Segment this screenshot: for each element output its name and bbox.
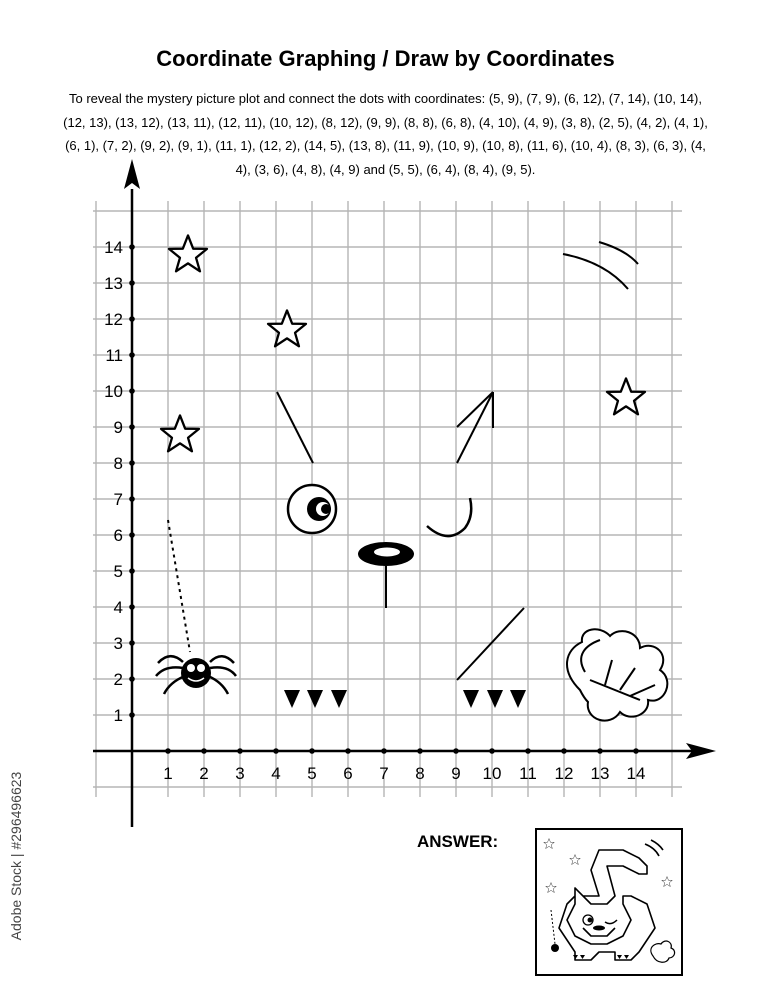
y-tick-label: 2 [113,670,123,689]
x-tick-label: 11 [519,764,537,783]
x-tick-label: 1 [163,764,173,783]
y-tick-label: 14 [104,238,123,257]
x-tick-label: 7 [379,764,389,783]
x-tick-label: 5 [307,764,317,783]
x-tick-label: 4 [271,764,281,783]
y-tick-label: 5 [113,562,123,581]
page-title: Coordinate Graphing / Draw by Coordinates [156,46,615,71]
x-tick-label: 10 [482,764,502,783]
y-tick-dot [129,712,135,718]
y-tick-label: 6 [113,526,123,545]
y-tick-dot [129,316,135,322]
y-tick-dot [129,244,135,250]
x-tick-label: 3 [235,764,245,783]
y-tick-label: 12 [104,310,123,329]
x-tick-dot [381,748,387,754]
y-tick-label: 9 [113,418,123,437]
y-tick-labels [104,238,135,725]
x-tick-dot [633,748,639,754]
x-tick-label: 9 [451,764,461,783]
x-tick-label: 2 [199,764,209,783]
y-tick-dot [129,352,135,358]
x-tick-dot [417,748,423,754]
answer-label: ANSWER: [417,832,499,851]
y-tick-label: 4 [113,598,123,617]
y-tick-dot [129,676,135,682]
y-tick-dot [129,424,135,430]
y-tick-label: 1 [113,706,123,725]
x-tick-label: 12 [554,764,574,783]
x-tick-label: 6 [343,764,353,783]
star-icon [169,235,207,271]
star-icon [161,415,199,451]
x-tick-dot [237,748,243,754]
leg-hint-line [457,608,524,680]
y-tick-dot [129,640,135,646]
nose-icon [358,542,414,608]
y-tick-label: 7 [113,490,123,509]
wink-eye-icon [427,498,471,536]
x-tick-dot [561,748,567,754]
x-tick-dot [201,748,207,754]
x-tick-dot [345,748,351,754]
watermark-text: Adobe Stock | #296496623 [8,771,24,941]
x-tick-dot [165,748,171,754]
x-tick-label: 14 [626,764,646,783]
star-icon [607,378,645,414]
y-tick-dot [129,532,135,538]
answer-box [535,828,683,976]
y-axis-arrow-icon [124,159,140,189]
x-tick-label: 8 [415,764,425,783]
x-tick-dot [489,748,495,754]
x-tick-dot [525,748,531,754]
watermark [4,760,28,960]
star-icon [268,310,306,346]
answer-picture [537,830,681,974]
y-tick-label: 11 [105,346,123,365]
y-tick-label: 8 [113,454,123,473]
instructions-text: To reveal the mystery picture plot and connect the dots with coordinates: (5, 9), (7, 9), (6, 12), (7, 14), (10, 14), (12, 13), (13, 12), (13, 11), (12, 11), (10, 12), (8, 12), (9, 9), (8, 8), (6, 8), (4, 10), (4, 9), (3, 8), (2, 5), (4, 2), (4, 1), (6, 1), (7, 2), (9, 2), (9, 1), (11, 1), (12, 2), (14, 5), (13, 8), (11, 9), (10, 9), (10, 8), (11, 6), (10, 4), (8, 3), (6, 3), (4, 4), (3, 6), (4, 8), (4, 9) and (5, 5), (6, 4), (8, 4), (9, 5). [63,91,708,177]
eye-icon [288,485,336,533]
x-tick-dot [273,748,279,754]
y-tick-dot [129,460,135,466]
teeth-icon [284,690,526,708]
y-tick-dot [129,496,135,502]
y-tick-label: 10 [104,382,123,401]
y-tick-label: 3 [113,634,123,653]
y-tick-dot [129,568,135,574]
y-tick-label: 13 [104,274,123,293]
y-tick-dot [129,280,135,286]
x-tick-dot [309,748,315,754]
x-tick-dot [453,748,459,754]
x-tick-label: 13 [590,764,610,783]
x-tick-dot [597,748,603,754]
x-tick-labels [163,748,645,783]
y-tick-dot [129,388,135,394]
y-tick-dot [129,604,135,610]
